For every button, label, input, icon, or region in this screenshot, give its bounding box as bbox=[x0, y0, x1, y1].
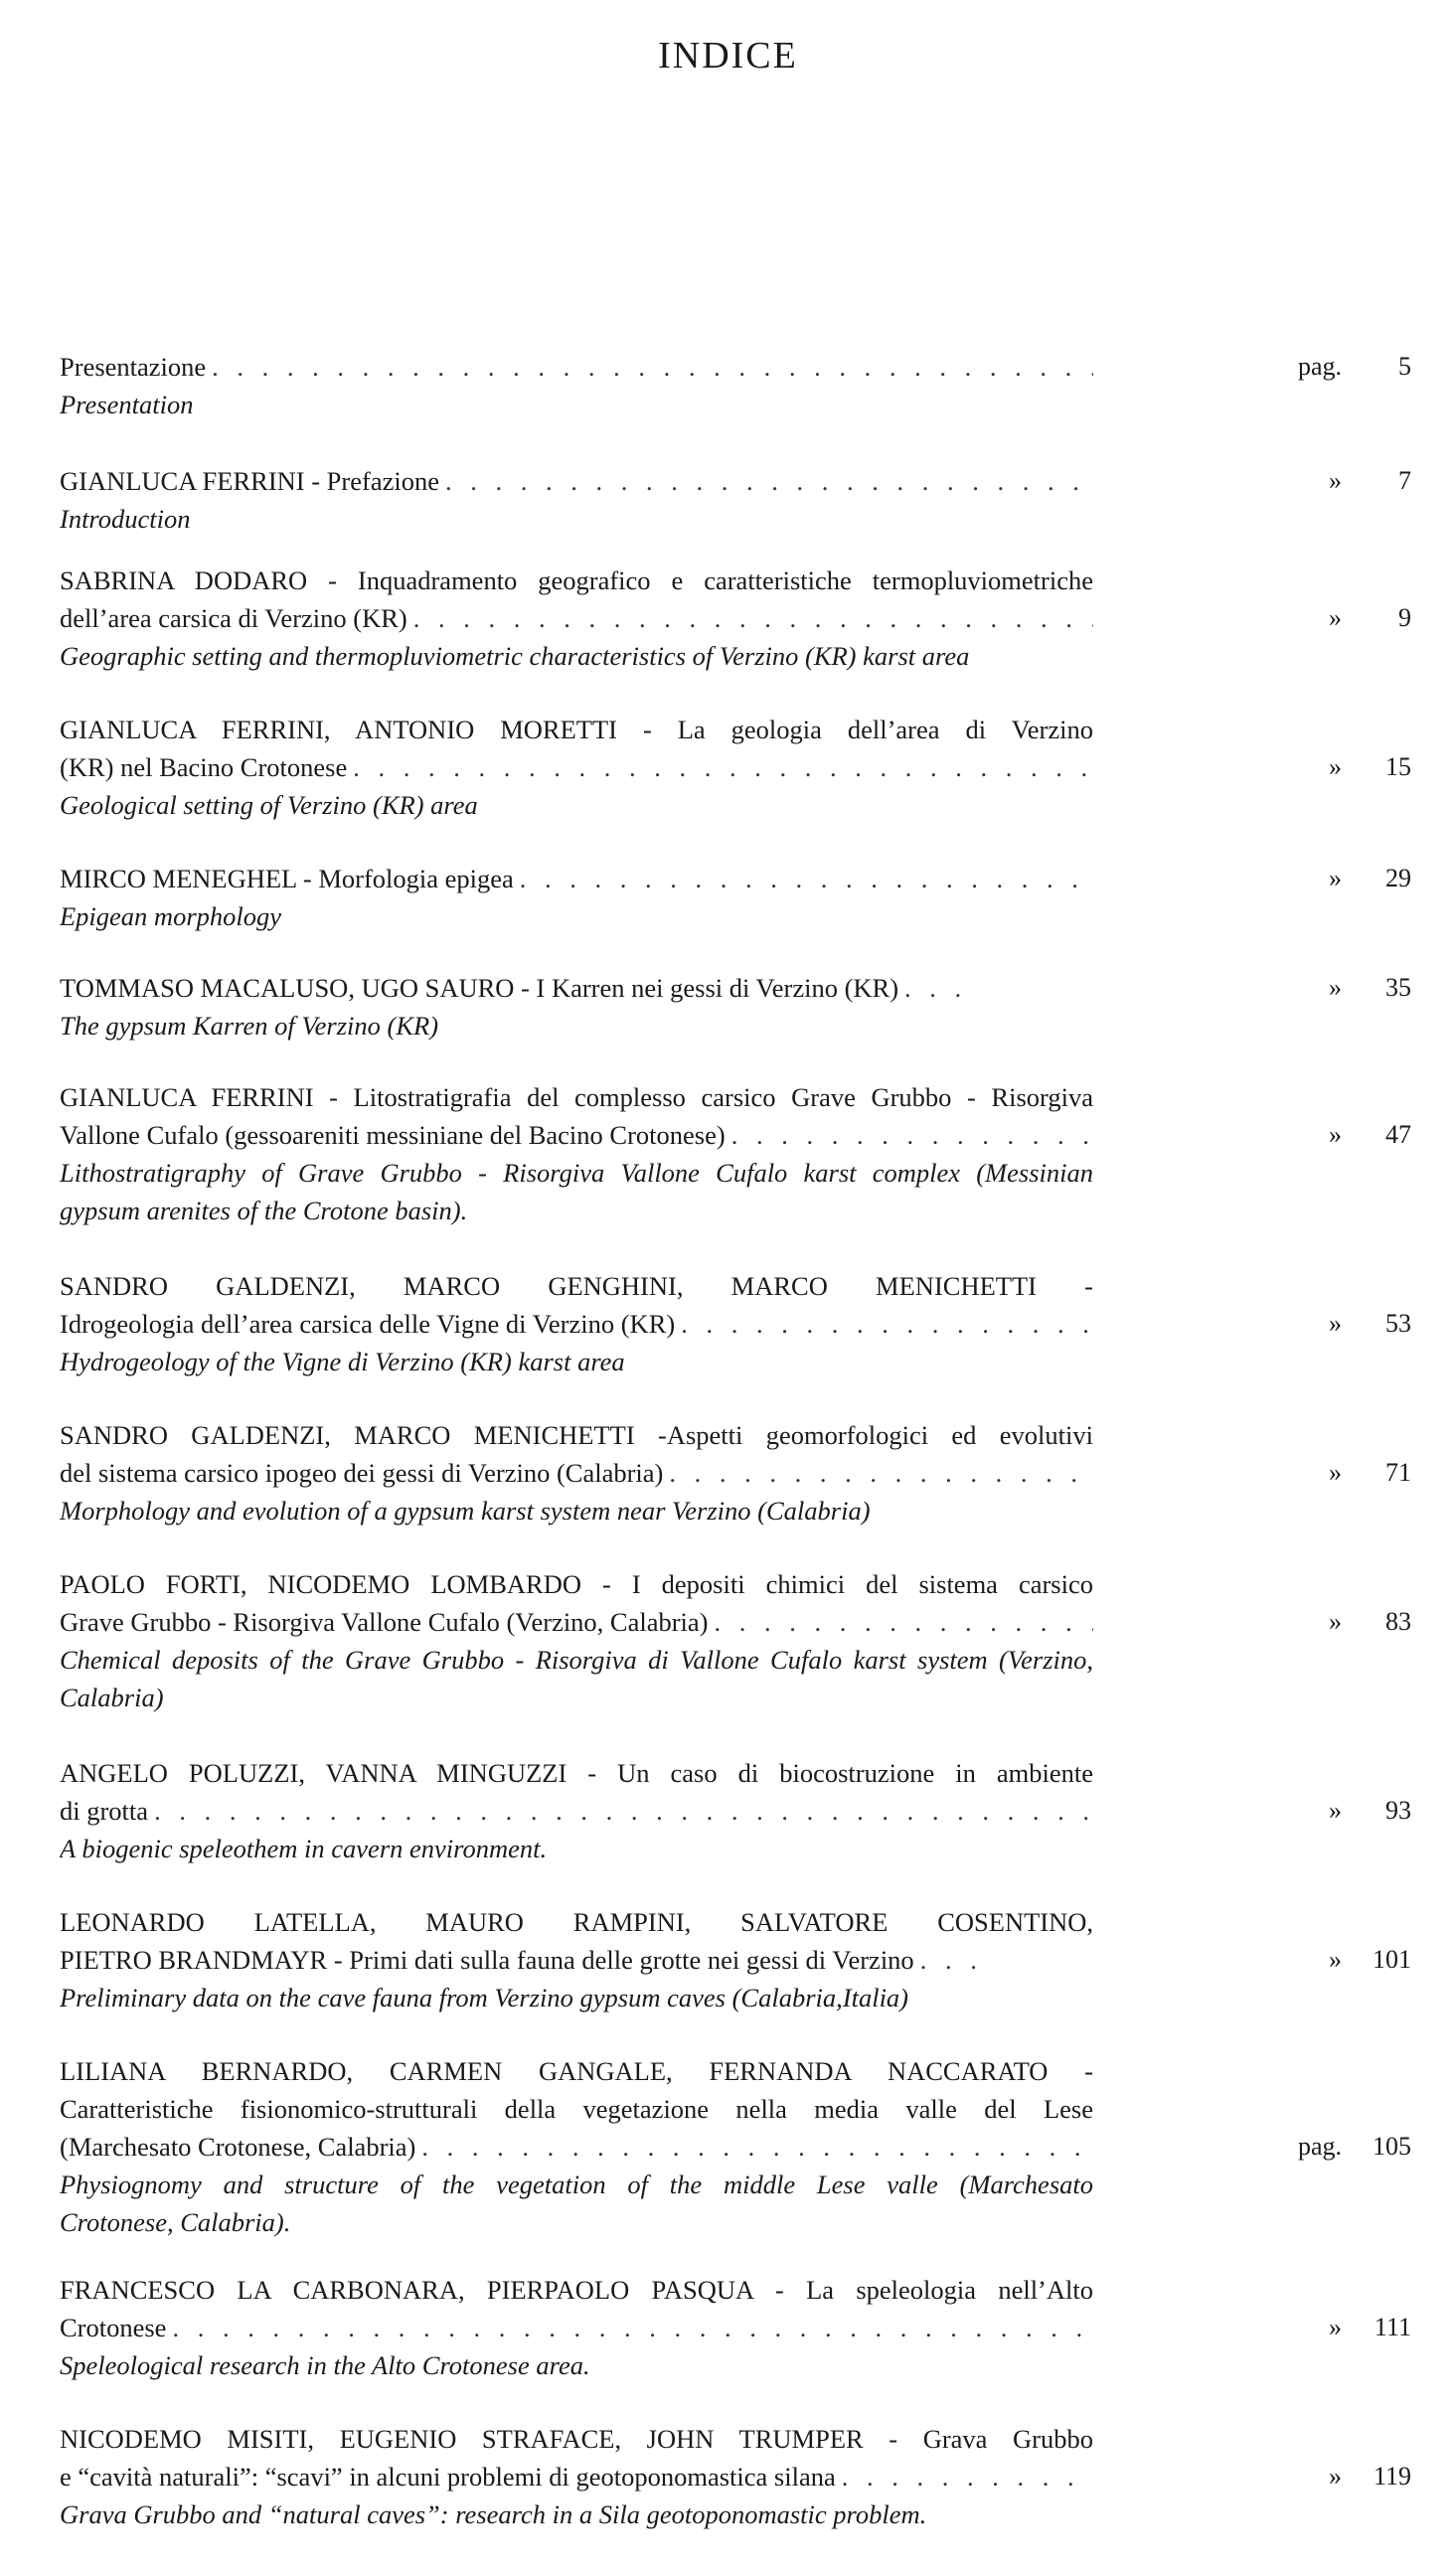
page-number: 71 bbox=[1385, 1458, 1411, 1487]
entry-title-line: FRANCESCO LA CARBONARA, PIERPAOLO PASQUA - La speleologia nell’Alto bbox=[60, 2275, 1093, 2305]
page-marker: » bbox=[1329, 2462, 1342, 2491]
entry-title-last-line bbox=[60, 599, 1093, 637]
entry-title-text: e “cavità naturali”: “scavi” in alcuni problemi di geotoponomastica silana bbox=[60, 2462, 836, 2492]
entry-title-line: SANDRO GALDENZI, MARCO GENGHINI, MARCO MENICHETTI - bbox=[60, 1271, 1093, 1301]
page-marker: » bbox=[1329, 466, 1342, 495]
dot-leader bbox=[347, 748, 1093, 786]
entry-title-last-line bbox=[60, 2128, 1093, 2166]
entry-title-text: (Marchesato Crotonese, Calabria) bbox=[60, 2132, 416, 2162]
entry-english-title: Epigean morphology bbox=[60, 901, 282, 931]
dot-leader bbox=[836, 2458, 1093, 2495]
entry-english-title: Preliminary data on the cave fauna from Verzino gypsum caves (Calabria,Italia) bbox=[60, 1983, 909, 2012]
page-marker: » bbox=[1329, 973, 1342, 1002]
entry-title-text: di grotta bbox=[60, 1796, 149, 1826]
page-marker: » bbox=[1329, 603, 1342, 632]
page-marker: » bbox=[1329, 1309, 1342, 1338]
page-marker: pag. bbox=[1297, 2132, 1342, 2161]
page-number: 53 bbox=[1385, 1309, 1411, 1338]
page-marker: » bbox=[1329, 1120, 1342, 1149]
entry-title-line: ANGELO POLUZZI, VANNA MINGUZZI - Un caso di biocostruzione in ambiente bbox=[60, 1758, 1093, 1788]
entry-title-text: del sistema carsico ipogeo dei gessi di Verzino (Calabria) bbox=[60, 1458, 664, 1488]
entry-english-title: Presentation bbox=[60, 390, 194, 419]
entry-title-text: Vallone Cufalo (gessoareniti messiniane del Bacino Crotonese) bbox=[60, 1120, 726, 1150]
entry-title-line: Caratteristiche fisionomico-strutturali della vegetazione nella media valle del Lese bbox=[60, 2094, 1093, 2124]
entry-title-line: SANDRO GALDENZI, MARCO MENICHETTI -Aspetti geomorfologici ed evolutivi bbox=[60, 1420, 1093, 1450]
page-number: 101 bbox=[1373, 1945, 1411, 1974]
dot-leader bbox=[726, 1116, 1093, 1154]
entry-title-last-line bbox=[60, 348, 1093, 386]
page-marker: » bbox=[1329, 1607, 1342, 1636]
entry-title-text: MIRCO MENEGHEL - Morfologia epigea bbox=[60, 864, 514, 893]
entry-title-text: Idrogeologia dell’area carsica delle Vigne di Verzino (KR) bbox=[60, 1309, 676, 1339]
entry-english-title: Morphology and evolution of a gypsum karst system near Verzino (Calabria) bbox=[60, 1496, 871, 1526]
dot-leader bbox=[675, 1305, 1093, 1343]
entry-title-line: LILIANA BERNARDO, CARMEN GANGALE, FERNANDA NACCARATO - bbox=[60, 2056, 1093, 2086]
page-number: 93 bbox=[1385, 1796, 1411, 1825]
entry-title-last-line bbox=[60, 860, 1093, 897]
page-number: 29 bbox=[1385, 864, 1411, 892]
page-number: 83 bbox=[1385, 1607, 1411, 1636]
dot-leader bbox=[439, 462, 1093, 500]
dot-leader bbox=[663, 1454, 1093, 1492]
entry-title-text: TOMMASO MACALUSO, UGO SAURO - I Karren nei gessi di Verzino (KR) bbox=[60, 973, 899, 1003]
entry-title-last-line bbox=[60, 462, 1093, 500]
dot-leader bbox=[914, 1941, 1093, 1979]
entry-english-title: Geological setting of Verzino (KR) area bbox=[60, 790, 478, 820]
page-marker: » bbox=[1329, 864, 1342, 892]
page-marker: pag. bbox=[1297, 352, 1342, 381]
entry-english-title: Geographic setting and thermopluviometric characteristics of Verzino (KR) karst area bbox=[60, 641, 970, 671]
entry-title-text: PIETRO BRANDMAYR - Primi dati sulla fauna delle grotte nei gessi di Verzino bbox=[60, 1945, 914, 1975]
entry-title-last-line bbox=[60, 1603, 1093, 1641]
entry-title-last-line bbox=[60, 2458, 1093, 2495]
dot-leader bbox=[166, 2309, 1093, 2346]
dot-leader bbox=[407, 599, 1093, 637]
entry-title-line: LEONARDO LATELLA, MAURO RAMPINI, SALVATORE COSENTINO, bbox=[60, 1907, 1093, 1937]
page-number: 35 bbox=[1385, 973, 1411, 1002]
entry-title-line: PAOLO FORTI, NICODEMO LOMBARDO - I depositi chimici del sistema carsico bbox=[60, 1569, 1093, 1599]
page-marker: » bbox=[1329, 2313, 1342, 2341]
entry-title-last-line bbox=[60, 1116, 1093, 1154]
entry-title-line: NICODEMO MISITI, EUGENIO STRAFACE, JOHN TRUMPER - Grava Grubbo bbox=[60, 2424, 1093, 2454]
entry-english-title: Hydrogeology of the Vigne di Verzino (KR) karst area bbox=[60, 1347, 625, 1376]
entry-title-last-line bbox=[60, 748, 1093, 786]
entry-english-title: Chemical deposits of the Grave Grubbo - Risorgiva di Vallone Cufalo karst system (Verzino, bbox=[60, 1645, 1093, 1675]
page-title: INDICE bbox=[658, 35, 798, 77]
entry-english-title: Calabria) bbox=[60, 1683, 164, 1712]
page-number: 119 bbox=[1373, 2462, 1411, 2491]
entry-title-line: GIANLUCA FERRINI, ANTONIO MORETTI - La geologia dell’area di Verzino bbox=[60, 715, 1093, 744]
entry-english-title: A biogenic speleothem in cavern environment. bbox=[60, 1834, 548, 1863]
entry-english-title: The gypsum Karren of Verzino (KR) bbox=[60, 1011, 439, 1041]
entry-title-line: GIANLUCA FERRINI - Litostratigrafia del complesso carsico Grave Grubbo - Risorgiva bbox=[60, 1082, 1093, 1112]
entry-title-text: Grave Grubbo - Risorgiva Vallone Cufalo (Verzino, Calabria) bbox=[60, 1607, 709, 1637]
page-number: 105 bbox=[1373, 2132, 1411, 2161]
entry-title-last-line bbox=[60, 2309, 1093, 2346]
page-number: 47 bbox=[1385, 1120, 1411, 1149]
page-number: 7 bbox=[1398, 466, 1411, 495]
entry-title-last-line bbox=[60, 1792, 1093, 1830]
page-marker: » bbox=[1329, 1945, 1342, 1974]
entry-title-last-line bbox=[60, 1941, 1093, 1979]
dot-leader bbox=[709, 1603, 1093, 1641]
page-number: 9 bbox=[1398, 603, 1411, 632]
page-number: 5 bbox=[1398, 352, 1411, 381]
entry-english-title: Lithostratigraphy of Grave Grubbo - Risorgiva Vallone Cufalo karst complex (Messinian bbox=[60, 1158, 1093, 1188]
entry-title-last-line bbox=[60, 1454, 1093, 1492]
dot-leader bbox=[898, 969, 1093, 1007]
entry-title-text: (KR) nel Bacino Crotonese bbox=[60, 752, 348, 782]
entry-title-text: Presentazione bbox=[60, 352, 207, 382]
dot-leader bbox=[415, 2128, 1093, 2166]
entry-english-title: gypsum arenites of the Crotone basin). bbox=[60, 1196, 468, 1225]
entry-title-line: SABRINA DODARO - Inquadramento geografico e caratteristiche termopluviometriche bbox=[60, 565, 1093, 595]
entry-english-title: Crotonese, Calabria). bbox=[60, 2207, 291, 2237]
entry-title-last-line bbox=[60, 969, 1093, 1007]
page-number: 111 bbox=[1374, 2313, 1411, 2341]
dot-leader bbox=[514, 860, 1093, 897]
page-number: 15 bbox=[1385, 752, 1411, 781]
entry-title-text: GIANLUCA FERRINI - Prefazione bbox=[60, 466, 439, 496]
entry-title-text: Crotonese bbox=[60, 2313, 167, 2342]
page-marker: » bbox=[1329, 752, 1342, 781]
page-marker: » bbox=[1329, 1458, 1342, 1487]
entry-title-text: dell’area carsica di Verzino (KR) bbox=[60, 603, 407, 633]
page-marker: » bbox=[1329, 1796, 1342, 1825]
entry-english-title: Grava Grubbo and “natural caves”: research in a Sila geotoponomastic problem. bbox=[60, 2499, 927, 2529]
entry-english-title: Physiognomy and structure of the vegetation of the middle Lese valle (Marchesato bbox=[60, 2170, 1093, 2199]
entry-english-title: Speleological research in the Alto Crotonese area. bbox=[60, 2350, 590, 2380]
dot-leader bbox=[148, 1792, 1093, 1830]
entry-english-title: Introduction bbox=[60, 504, 191, 534]
dot-leader bbox=[206, 348, 1093, 386]
entry-title-last-line bbox=[60, 1305, 1093, 1343]
